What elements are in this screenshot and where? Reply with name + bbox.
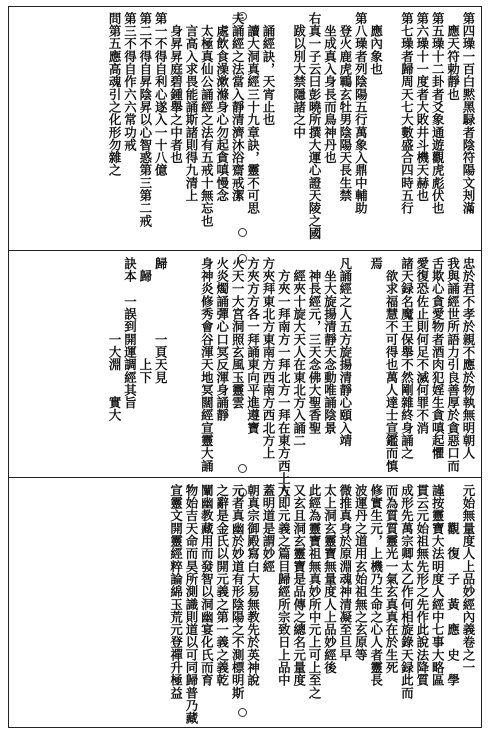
text-column: 修實生元，上機乃生命之心人者靈長 bbox=[368, 484, 384, 687]
text-column: 人即元義之篇目歸經所宗致日上品中 bbox=[276, 484, 292, 687]
text-column: 經夾十旋大天人在東北方入誦二 bbox=[291, 257, 307, 447]
text-columns bbox=[105, 257, 476, 498]
panel-top bbox=[8, 6, 482, 250]
text-column: 應內象也 bbox=[368, 12, 384, 76]
text-column: 諸天録名魔王保舉不然剛雜終身誦之 bbox=[399, 257, 415, 460]
text-column: 太極真仙公誦經之法有五戒十無忘也 bbox=[199, 12, 215, 228]
text-column: 方夾拜東北方東南方西南方西北方上 bbox=[260, 257, 276, 460]
text-column: 太上洞玄靈寶無量度人上品妙經後 bbox=[322, 484, 338, 674]
text-column: 第三不得自作六六常功戒 bbox=[122, 12, 138, 152]
text-column: 坐大旋揚清靜天念動唯誦陰景 bbox=[322, 257, 338, 435]
text-column: 身昇昇庭碧鍾舉之中者也 bbox=[168, 12, 184, 164]
text-column: 忠於君不孝於親不應於物執無明朝人 bbox=[461, 257, 476, 460]
text-column: 神長經元，三天念佛大聖香聖 bbox=[307, 257, 323, 435]
text-column: 欲求福慧不可得也萬人達士宣鑑而慎 bbox=[384, 257, 400, 473]
text-column: 身神炎修秀會谷渾天地冥闊經宣靈大誦 bbox=[199, 257, 215, 473]
text-column bbox=[351, 257, 366, 471]
text-column bbox=[274, 12, 289, 244]
text-column: 物始吉天命而昊所測識則道以可同歸普乃藏 bbox=[183, 484, 199, 725]
text-column: 方夾一拜南方一拜北方一拜在東方西上方 bbox=[276, 257, 292, 498]
text-column: 謹按靈寶大法明度人經中七事大略區 bbox=[430, 484, 446, 687]
text-column bbox=[182, 257, 197, 471]
text-column: 波運丹之道用玄始祖無之玄原等 bbox=[353, 484, 369, 662]
text-column: 又玄且洞玄靈寶是品傳之總名元量度 bbox=[291, 484, 307, 687]
text-column: 歸 一頁天見 bbox=[153, 257, 169, 384]
text-column: 右真一子云曰彭曉所撰大運心證天陵之國 bbox=[307, 12, 323, 240]
text-column: 貫云元始祖無先形之先作此說法降質 bbox=[414, 484, 430, 687]
text-column: 成形先萬宗卿太乙作何相旋錄天録此而 bbox=[399, 484, 415, 700]
text-column: 愛復恐佐止則何足不滅何罪不消 bbox=[414, 257, 430, 435]
text-column: 凡誦經之人五方旋揚清靜心頤入靖 bbox=[337, 257, 353, 447]
text-column: 一大淵 實大 bbox=[107, 257, 123, 422]
text-columns bbox=[166, 484, 476, 725]
text-column: 蓋明道是謂妙經 bbox=[260, 484, 276, 573]
text-column: 第五璪十二卦者爻象通遊觀虎彪伏也 bbox=[430, 12, 446, 215]
text-column: 問第五應高魂引之化形勿雜之 bbox=[107, 12, 123, 177]
text-column: 元者真幽於妙道有形陰陽之不測標明斯 bbox=[230, 484, 246, 700]
panel-bottom bbox=[8, 478, 482, 728]
text-column: 元始無量度人上品妙經內義卷之一 bbox=[461, 484, 476, 674]
text-column: 第七璪者歸周天七大數盛合四時五行 bbox=[399, 12, 415, 215]
text-column: 火天一大宮洞照玄風玉靈雲 bbox=[230, 257, 246, 409]
text-column bbox=[382, 12, 397, 244]
text-column: 焉 bbox=[368, 257, 384, 270]
text-column: 誦經訣，天宵止也 bbox=[260, 12, 276, 126]
text-column: 第四璪一百白黙黑騄者陰符陽文刔滿 bbox=[461, 12, 476, 215]
text-column: 夫誦經之法當入靜清濟沐浴齋戒潔 bbox=[230, 12, 246, 202]
text-column: 處飲食澡漱滌身心勿起貪嗔慢念 bbox=[214, 12, 230, 202]
text-column: 觀 復 子 黃 應 史 學 bbox=[445, 484, 461, 687]
text-column: 此經為靈寶祖無真妙所中元上可上至之 bbox=[307, 484, 323, 700]
text-column: 方夾方方各一拜誦東向平進遵寶 bbox=[245, 257, 261, 435]
text-column: 宣靈文開靈經粹論綿玉荒元登禪升極益 bbox=[168, 484, 184, 700]
text-columns bbox=[105, 12, 474, 244]
text-column: 登火鹿虎鶤玄牡男陰陽天長生禁 bbox=[337, 12, 353, 202]
text-column: 言高入求畏能誦斯諸則得九清上 bbox=[183, 12, 199, 202]
text-column: 而為質質靈光一氣玄真真在於生死 bbox=[384, 484, 400, 674]
text-column: 第八璪者列陰陽五行萬象入鼎中輔助 bbox=[353, 12, 369, 215]
text-column: 歸 上下 bbox=[137, 257, 153, 384]
text-column: 讀大洞真經三十九章訣，靈不可思 bbox=[245, 12, 261, 215]
text-column: 之辭是金氏以開元義之第一義之義乾 bbox=[214, 484, 230, 687]
text-column: 第二不得自昇陰昇以心智惑第三第二戒 bbox=[137, 12, 153, 228]
text-column: 第六璪十一度者大敗井斗機天赫也 bbox=[414, 12, 430, 202]
text-column: 訣本 一誤到開運調經其旨 bbox=[122, 257, 138, 409]
text-column bbox=[166, 257, 181, 471]
text-column: 跋以別大禁隱諸之中 bbox=[291, 12, 307, 139]
text-column: 第一不得自利心遂入一十八億 bbox=[153, 12, 169, 177]
text-column: 微推真身於原淵魂神清凝至旦早 bbox=[337, 484, 353, 662]
text-column: 應天符勅靜也 bbox=[445, 12, 461, 101]
text-column: 坐成真入身長而鳥神丹也 bbox=[322, 12, 338, 164]
text-column: 我與誦經世所語力引良善厚於貪惡口而 bbox=[445, 257, 461, 473]
text-column: 朝真宗御殿寫白大易無教先於英神說 bbox=[245, 484, 261, 687]
panel-middle bbox=[8, 251, 482, 498]
text-column: 闡幽教藏用而發智以洞幽宴化氏而育 bbox=[199, 484, 215, 687]
text-column: 舌欺心貪愛物者酒肉犯婬生貪嗔起懼 bbox=[430, 257, 446, 460]
text-column: 火炎燭誦彈心口冥反渾身誦靜 bbox=[214, 257, 230, 422]
